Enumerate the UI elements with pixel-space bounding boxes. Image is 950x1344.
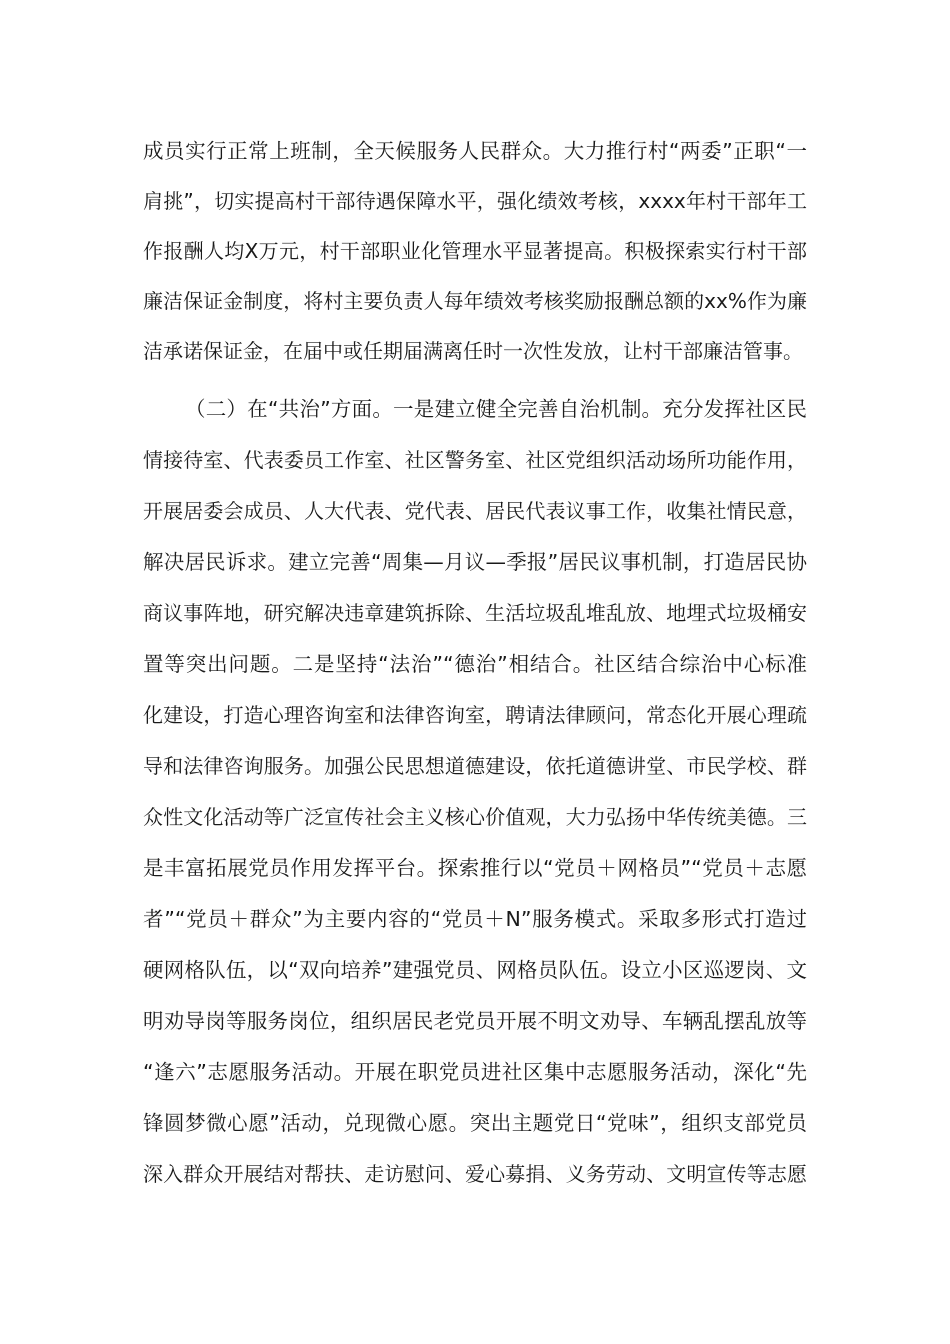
text-line: 硬网格队伍，以“双向培养”建强党员、网格员队伍。设立小区巡逻岗、文 <box>143 958 807 982</box>
text-line: 深入群众开展结对帮扶、走访慰问、爱心募捐、义务劳动、文明宣传等志愿 <box>143 1162 807 1186</box>
text-line: 廉洁保证金制度，将村主要负责人每年绩效考核奖励报酬总额的xx%作为廉 <box>143 289 807 313</box>
text-line: 置等突出问题。二是坚持“法治”“德治”相结合。社区结合综治中心标准 <box>143 652 807 676</box>
text-line: 作报酬人均X万元，村干部职业化管理水平显著提高。积极探索实行村干部 <box>143 239 807 263</box>
text-line: 众性文化活动等广泛宣传社会主义核心价值观，大力弘扬中华传统美德。三 <box>143 805 807 829</box>
text-line: 成员实行正常上班制，全天候服务人民群众。大力推行村“两委”正职“一 <box>143 139 807 163</box>
text-line: 锋圆梦微心愿”活动，兑现微心愿。突出主题党日“党味”，组织支部党员 <box>143 1111 807 1135</box>
text-line: 开展居委会成员、人大代表、党代表、居民代表议事工作，收集社情民意， <box>143 499 807 523</box>
text-line: 商议事阵地，研究解决违章建筑拆除、生活垃圾乱堆乱放、地埋式垃圾桶安 <box>143 601 807 625</box>
text-line: 者”“党员＋群众”为主要内容的“党员＋N”服务模式。采取多形式打造过 <box>143 907 807 931</box>
text-line: 导和法律咨询服务。加强公民思想道德建设，依托道德讲堂、市民学校、群 <box>143 754 807 778</box>
text-line: 肩挑”，切实提高村干部待遇保障水平，强化绩效考核，xxxx年村干部年工 <box>143 189 807 213</box>
text-line: 洁承诺保证金，在届中或任期届满离任时一次性发放，让村干部廉洁管事。 <box>143 339 803 363</box>
text-line: “逢六”志愿服务活动。开展在职党员进社区集中志愿服务活动，深化“先 <box>143 1060 807 1084</box>
text-line: 情接待室、代表委员工作室、社区警务室、社区党组织活动场所功能作用， <box>143 448 807 472</box>
paragraph-first-line: （二）在“共治”方面。一是建立健全完善自治机制。充分发挥社区民 <box>185 397 807 421</box>
text-line: 化建设，打造心理咨询室和法律咨询室，聘请法律顾问，常态化开展心理疏 <box>143 703 807 727</box>
text-line: 明劝导岗等服务岗位，组织居民老党员开展不明文劝导、车辆乱摆乱放等 <box>143 1009 807 1033</box>
text-line: 是丰富拓展党员作用发挥平台。探索推行以“党员＋网格员”“党员＋志愿 <box>143 856 807 880</box>
text-line: 解决居民诉求。建立完善“周集—月议—季报”居民议事机制，打造居民协 <box>143 550 807 574</box>
